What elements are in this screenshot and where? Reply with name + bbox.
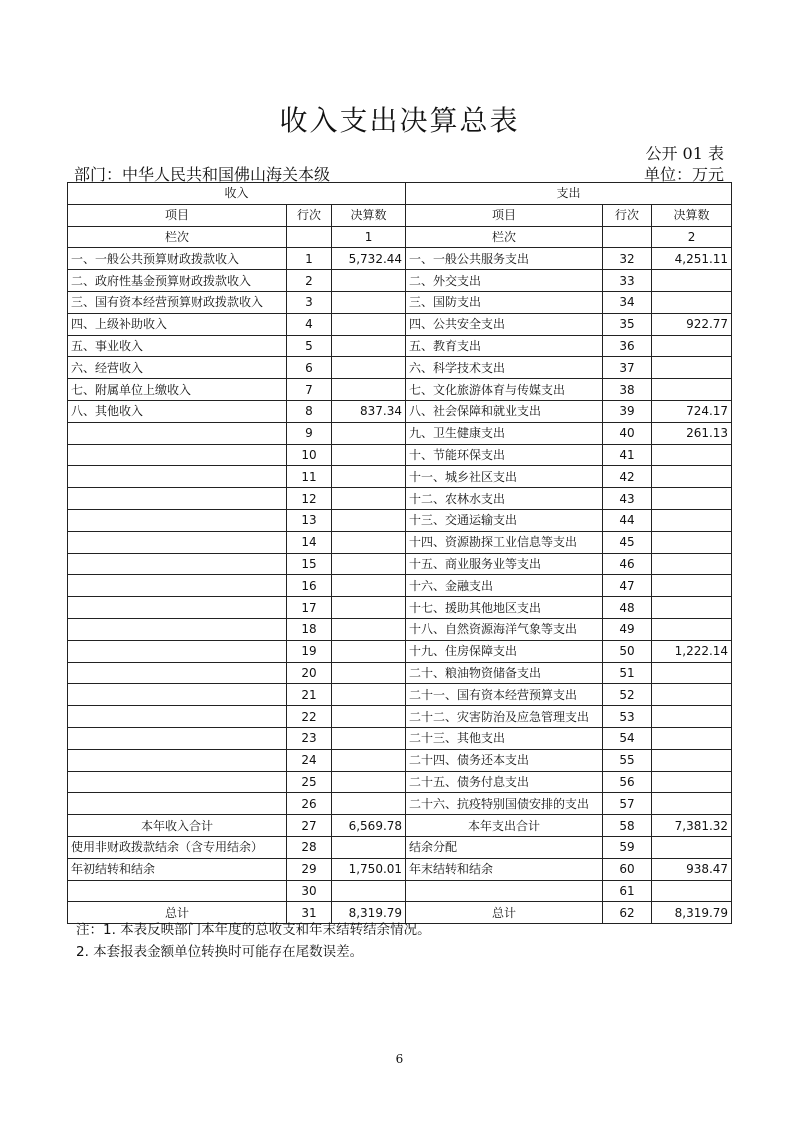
income-item-cell bbox=[68, 509, 287, 531]
expense-column-blank bbox=[603, 226, 652, 248]
expense-item-cell: 十二、农林水支出 bbox=[406, 488, 603, 510]
expense-item-cell: 十三、交通运输支出 bbox=[406, 509, 603, 531]
expense-rowno-cell: 42 bbox=[603, 466, 652, 488]
income-amount-cell bbox=[332, 684, 406, 706]
income-item-cell: 二、政府性基金预算财政拨款收入 bbox=[68, 270, 287, 292]
expense-rowno-cell: 59 bbox=[603, 836, 652, 858]
table-row bbox=[68, 379, 732, 401]
income-amount-cell bbox=[332, 749, 406, 771]
income-amount-cell bbox=[332, 531, 406, 553]
expense-item-cell: 五、教育支出 bbox=[406, 335, 603, 357]
income-item-cell bbox=[68, 880, 287, 902]
expense-rowno-cell: 50 bbox=[603, 640, 652, 662]
expense-item-cell: 十六、金融支出 bbox=[406, 575, 603, 597]
expense-amount-cell bbox=[652, 531, 732, 553]
note-2: 2. 本套报表金额单位转换时可能存在尾数误差。 bbox=[76, 944, 364, 960]
expense-amount-cell bbox=[652, 357, 732, 379]
expense-item-cell: 十、节能环保支出 bbox=[406, 444, 603, 466]
expense-header: 支出 bbox=[406, 183, 732, 205]
income-column-number: 1 bbox=[332, 226, 406, 248]
income-amount-cell bbox=[332, 836, 406, 858]
total-row bbox=[68, 815, 732, 837]
expense-rowno-cell: 41 bbox=[603, 444, 652, 466]
income-item-cell bbox=[68, 553, 287, 575]
income-rowno-cell: 10 bbox=[287, 444, 332, 466]
income-rowno-cell: 29 bbox=[287, 858, 332, 880]
page-number: 6 bbox=[395, 1052, 404, 1066]
table-row bbox=[68, 509, 732, 531]
income-amount-cell bbox=[332, 727, 406, 749]
income-amount-cell: 8,319.79 bbox=[332, 902, 406, 924]
expense-amount-cell: 261.13 bbox=[652, 422, 732, 444]
income-amount-cell bbox=[332, 575, 406, 597]
table-row bbox=[68, 400, 732, 422]
income-item-cell: 使用非财政拨款结余（含专用结余） bbox=[68, 836, 287, 858]
income-amount-cell bbox=[332, 291, 406, 313]
expense-rowno-cell: 56 bbox=[603, 771, 652, 793]
expense-rowno-cell: 36 bbox=[603, 335, 652, 357]
table-row bbox=[68, 640, 732, 662]
income-item-cell bbox=[68, 684, 287, 706]
expense-item-cell: 十五、商业服务业等支出 bbox=[406, 553, 603, 575]
income-item-cell bbox=[68, 727, 287, 749]
income-item-cell bbox=[68, 466, 287, 488]
expense-amount-cell: 4,251.11 bbox=[652, 248, 732, 270]
expense-item-cell: 十四、资源勘探工业信息等支出 bbox=[406, 531, 603, 553]
income-item-cell bbox=[68, 618, 287, 640]
income-rowno-cell: 30 bbox=[287, 880, 332, 902]
expense-item-cell: 八、社会保障和就业支出 bbox=[406, 400, 603, 422]
table-row bbox=[68, 335, 732, 357]
income-rowno-cell: 8 bbox=[287, 400, 332, 422]
expense-rowno-cell: 45 bbox=[603, 531, 652, 553]
expense-rowno-cell: 52 bbox=[603, 684, 652, 706]
table-row bbox=[68, 727, 732, 749]
table-row bbox=[68, 466, 732, 488]
expense-item-cell: 二十二、灾害防治及应急管理支出 bbox=[406, 706, 603, 728]
table-row bbox=[68, 575, 732, 597]
table-row bbox=[68, 270, 732, 292]
income-item-cell bbox=[68, 597, 287, 619]
expense-amount-cell bbox=[652, 771, 732, 793]
income-rowno-cell: 7 bbox=[287, 379, 332, 401]
income-rowno-cell: 6 bbox=[287, 357, 332, 379]
expense-amount-cell bbox=[652, 684, 732, 706]
income-amount-cell: 837.34 bbox=[332, 400, 406, 422]
expense-item-cell: 结余分配 bbox=[406, 836, 603, 858]
department-label: 部门：中华人民共和国佛山海关本级 bbox=[74, 165, 331, 184]
expense-item-cell: 十七、援助其他地区支出 bbox=[406, 597, 603, 619]
income-column-blank bbox=[287, 226, 332, 248]
expense-amount-cell bbox=[652, 575, 732, 597]
expense-item-cell: 总计 bbox=[406, 902, 603, 924]
expense-amount-cell bbox=[652, 880, 732, 902]
income-item-cell: 一、一般公共预算财政拨款收入 bbox=[68, 248, 287, 270]
expense-item-header: 项目 bbox=[406, 204, 603, 226]
income-rowno-cell: 13 bbox=[287, 509, 332, 531]
expense-rowno-cell: 61 bbox=[603, 880, 652, 902]
expense-amount-cell bbox=[652, 618, 732, 640]
income-rowno-cell: 11 bbox=[287, 466, 332, 488]
expense-amount-cell bbox=[652, 466, 732, 488]
table-row bbox=[68, 531, 732, 553]
table-row bbox=[68, 749, 732, 771]
expense-rowno-cell: 49 bbox=[603, 618, 652, 640]
income-amount-cell bbox=[332, 270, 406, 292]
income-rowno-cell: 27 bbox=[287, 815, 332, 837]
income-rowno-cell: 24 bbox=[287, 749, 332, 771]
expense-item-cell: 七、文化旅游体育与传媒支出 bbox=[406, 379, 603, 401]
expense-amount-cell: 8,319.79 bbox=[652, 902, 732, 924]
expense-item-cell: 二十一、国有资本经营预算支出 bbox=[406, 684, 603, 706]
income-rowno-cell: 9 bbox=[287, 422, 332, 444]
expense-item-cell: 六、科学技术支出 bbox=[406, 357, 603, 379]
income-rowno-cell: 18 bbox=[287, 618, 332, 640]
income-rowno-cell: 16 bbox=[287, 575, 332, 597]
expense-amount-cell: 724.17 bbox=[652, 400, 732, 422]
expense-amount-cell bbox=[652, 509, 732, 531]
income-amount-cell bbox=[332, 488, 406, 510]
expense-rowno-cell: 32 bbox=[603, 248, 652, 270]
expense-rowno-cell: 37 bbox=[603, 357, 652, 379]
income-item-cell: 七、附属单位上缴收入 bbox=[68, 379, 287, 401]
expense-column-number: 2 bbox=[652, 226, 732, 248]
income-rowno-cell: 25 bbox=[287, 771, 332, 793]
total-row bbox=[68, 880, 732, 902]
income-rowno-cell: 5 bbox=[287, 335, 332, 357]
expense-amount-cell bbox=[652, 379, 732, 401]
expense-rowno-cell: 62 bbox=[603, 902, 652, 924]
expense-item-cell: 本年支出合计 bbox=[406, 815, 603, 837]
income-rowno-header: 行次 bbox=[287, 204, 332, 226]
income-amount-cell bbox=[332, 444, 406, 466]
note-1: 注：1. 本表反映部门本年度的总收支和年末结转结余情况。 bbox=[76, 922, 431, 938]
income-amount-cell: 1,750.01 bbox=[332, 858, 406, 880]
expense-item-cell: 十一、城乡社区支出 bbox=[406, 466, 603, 488]
table-row bbox=[68, 444, 732, 466]
expense-rowno-cell: 57 bbox=[603, 793, 652, 815]
expense-item-cell: 三、国防支出 bbox=[406, 291, 603, 313]
expense-item-cell: 一、一般公共服务支出 bbox=[406, 248, 603, 270]
income-amount-cell bbox=[332, 662, 406, 684]
expense-item-cell bbox=[406, 880, 603, 902]
income-item-cell: 三、国有资本经营预算财政拨款收入 bbox=[68, 291, 287, 313]
table-row bbox=[68, 313, 732, 335]
income-amount-cell: 6,569.78 bbox=[332, 815, 406, 837]
income-amount-cell bbox=[332, 706, 406, 728]
expense-amount-cell bbox=[652, 488, 732, 510]
table-row bbox=[68, 771, 732, 793]
expense-rowno-header: 行次 bbox=[603, 204, 652, 226]
expense-amount-cell bbox=[652, 291, 732, 313]
expense-item-cell: 年末结转和结余 bbox=[406, 858, 603, 880]
income-item-cell: 本年收入合计 bbox=[68, 815, 287, 837]
income-rowno-cell: 20 bbox=[287, 662, 332, 684]
table-row bbox=[68, 291, 732, 313]
income-amount-cell bbox=[332, 379, 406, 401]
section-header-row bbox=[68, 183, 732, 205]
income-rowno-cell: 28 bbox=[287, 836, 332, 858]
income-rowno-cell: 1 bbox=[287, 248, 332, 270]
income-item-cell bbox=[68, 444, 287, 466]
expense-rowno-cell: 60 bbox=[603, 858, 652, 880]
expense-amount-cell bbox=[652, 706, 732, 728]
income-rowno-cell: 23 bbox=[287, 727, 332, 749]
income-item-cell bbox=[68, 749, 287, 771]
expense-rowno-cell: 43 bbox=[603, 488, 652, 510]
income-column-label: 栏次 bbox=[68, 226, 287, 248]
table-row bbox=[68, 662, 732, 684]
expense-item-cell: 二十四、债务还本支出 bbox=[406, 749, 603, 771]
income-item-cell: 五、事业收入 bbox=[68, 335, 287, 357]
expense-rowno-cell: 39 bbox=[603, 400, 652, 422]
expense-amount-cell bbox=[652, 335, 732, 357]
income-amount-cell bbox=[332, 553, 406, 575]
column-header-row bbox=[68, 204, 732, 226]
expense-amount-cell: 1,222.14 bbox=[652, 640, 732, 662]
income-item-cell bbox=[68, 531, 287, 553]
expense-rowno-cell: 48 bbox=[603, 597, 652, 619]
expense-item-cell: 二、外交支出 bbox=[406, 270, 603, 292]
expense-rowno-cell: 58 bbox=[603, 815, 652, 837]
expense-amount-cell bbox=[652, 793, 732, 815]
expense-amount-cell bbox=[652, 662, 732, 684]
income-item-cell: 六、经营收入 bbox=[68, 357, 287, 379]
income-rowno-cell: 26 bbox=[287, 793, 332, 815]
expense-amount-cell bbox=[652, 836, 732, 858]
column-label-row bbox=[68, 226, 732, 248]
income-item-cell bbox=[68, 640, 287, 662]
expense-rowno-cell: 46 bbox=[603, 553, 652, 575]
expense-amount-cell bbox=[652, 553, 732, 575]
expense-amount-cell: 938.47 bbox=[652, 858, 732, 880]
table-row bbox=[68, 422, 732, 444]
expense-item-cell: 二十五、债务付息支出 bbox=[406, 771, 603, 793]
table-row bbox=[68, 793, 732, 815]
income-rowno-cell: 2 bbox=[287, 270, 332, 292]
expense-item-cell: 十九、住房保障支出 bbox=[406, 640, 603, 662]
income-amount-cell bbox=[332, 880, 406, 902]
expense-rowno-cell: 40 bbox=[603, 422, 652, 444]
income-item-cell bbox=[68, 793, 287, 815]
income-item-cell bbox=[68, 662, 287, 684]
expense-rowno-cell: 34 bbox=[603, 291, 652, 313]
table-row bbox=[68, 553, 732, 575]
income-amount-cell bbox=[332, 313, 406, 335]
total-row bbox=[68, 858, 732, 880]
income-amount-cell bbox=[332, 597, 406, 619]
expense-amount-header: 决算数 bbox=[652, 204, 732, 226]
income-amount-cell bbox=[332, 335, 406, 357]
expense-rowno-cell: 47 bbox=[603, 575, 652, 597]
expense-column-label: 栏次 bbox=[406, 226, 603, 248]
unit-label: 单位：万元 bbox=[643, 165, 724, 184]
income-amount-cell bbox=[332, 618, 406, 640]
income-rowno-cell: 22 bbox=[287, 706, 332, 728]
expense-rowno-cell: 33 bbox=[603, 270, 652, 292]
table-row bbox=[68, 706, 732, 728]
expense-item-cell: 二十六、抗疫特别国债安排的支出 bbox=[406, 793, 603, 815]
expense-item-cell: 二十、粮油物资储备支出 bbox=[406, 662, 603, 684]
income-item-cell bbox=[68, 422, 287, 444]
income-rowno-cell: 15 bbox=[287, 553, 332, 575]
table-row bbox=[68, 488, 732, 510]
income-item-cell bbox=[68, 706, 287, 728]
income-amount-header: 决算数 bbox=[332, 204, 406, 226]
form-number: 公开 01 表 bbox=[645, 144, 724, 163]
budget-table bbox=[67, 182, 732, 924]
income-header: 收入 bbox=[68, 183, 406, 205]
expense-amount-cell bbox=[652, 597, 732, 619]
expense-item-cell: 四、公共安全支出 bbox=[406, 313, 603, 335]
expense-item-cell: 十八、自然资源海洋气象等支出 bbox=[406, 618, 603, 640]
income-amount-cell bbox=[332, 771, 406, 793]
expense-item-cell: 九、卫生健康支出 bbox=[406, 422, 603, 444]
expense-amount-cell: 7,381.32 bbox=[652, 815, 732, 837]
income-rowno-cell: 4 bbox=[287, 313, 332, 335]
income-item-cell bbox=[68, 488, 287, 510]
income-item-cell: 四、上级补助收入 bbox=[68, 313, 287, 335]
expense-rowno-cell: 44 bbox=[603, 509, 652, 531]
income-rowno-cell: 21 bbox=[287, 684, 332, 706]
expense-amount-cell: 922.77 bbox=[652, 313, 732, 335]
income-rowno-cell: 12 bbox=[287, 488, 332, 510]
income-amount-cell bbox=[332, 466, 406, 488]
expense-amount-cell bbox=[652, 727, 732, 749]
table-row bbox=[68, 684, 732, 706]
income-item-cell: 总计 bbox=[68, 902, 287, 924]
expense-rowno-cell: 38 bbox=[603, 379, 652, 401]
expense-amount-cell bbox=[652, 444, 732, 466]
income-amount-cell bbox=[332, 793, 406, 815]
income-rowno-cell: 19 bbox=[287, 640, 332, 662]
income-item-cell bbox=[68, 575, 287, 597]
income-rowno-cell: 14 bbox=[287, 531, 332, 553]
expense-item-cell: 二十三、其他支出 bbox=[406, 727, 603, 749]
income-rowno-cell: 3 bbox=[287, 291, 332, 313]
expense-rowno-cell: 54 bbox=[603, 727, 652, 749]
income-amount-cell bbox=[332, 422, 406, 444]
income-rowno-cell: 31 bbox=[287, 902, 332, 924]
expense-amount-cell bbox=[652, 749, 732, 771]
page-title: 收入支出决算总表 bbox=[279, 104, 520, 137]
income-item-header: 项目 bbox=[68, 204, 287, 226]
expense-rowno-cell: 51 bbox=[603, 662, 652, 684]
income-item-cell: 年初结转和结余 bbox=[68, 858, 287, 880]
income-amount-cell: 5,732.44 bbox=[332, 248, 406, 270]
income-amount-cell bbox=[332, 509, 406, 531]
table-row bbox=[68, 618, 732, 640]
table-row bbox=[68, 357, 732, 379]
expense-rowno-cell: 55 bbox=[603, 749, 652, 771]
total-row bbox=[68, 836, 732, 858]
income-item-cell: 八、其他收入 bbox=[68, 400, 287, 422]
income-item-cell bbox=[68, 771, 287, 793]
income-amount-cell bbox=[332, 640, 406, 662]
income-amount-cell bbox=[332, 357, 406, 379]
expense-amount-cell bbox=[652, 270, 732, 292]
expense-rowno-cell: 35 bbox=[603, 313, 652, 335]
table-row bbox=[68, 597, 732, 619]
table-row bbox=[68, 248, 732, 270]
income-rowno-cell: 17 bbox=[287, 597, 332, 619]
expense-rowno-cell: 53 bbox=[603, 706, 652, 728]
